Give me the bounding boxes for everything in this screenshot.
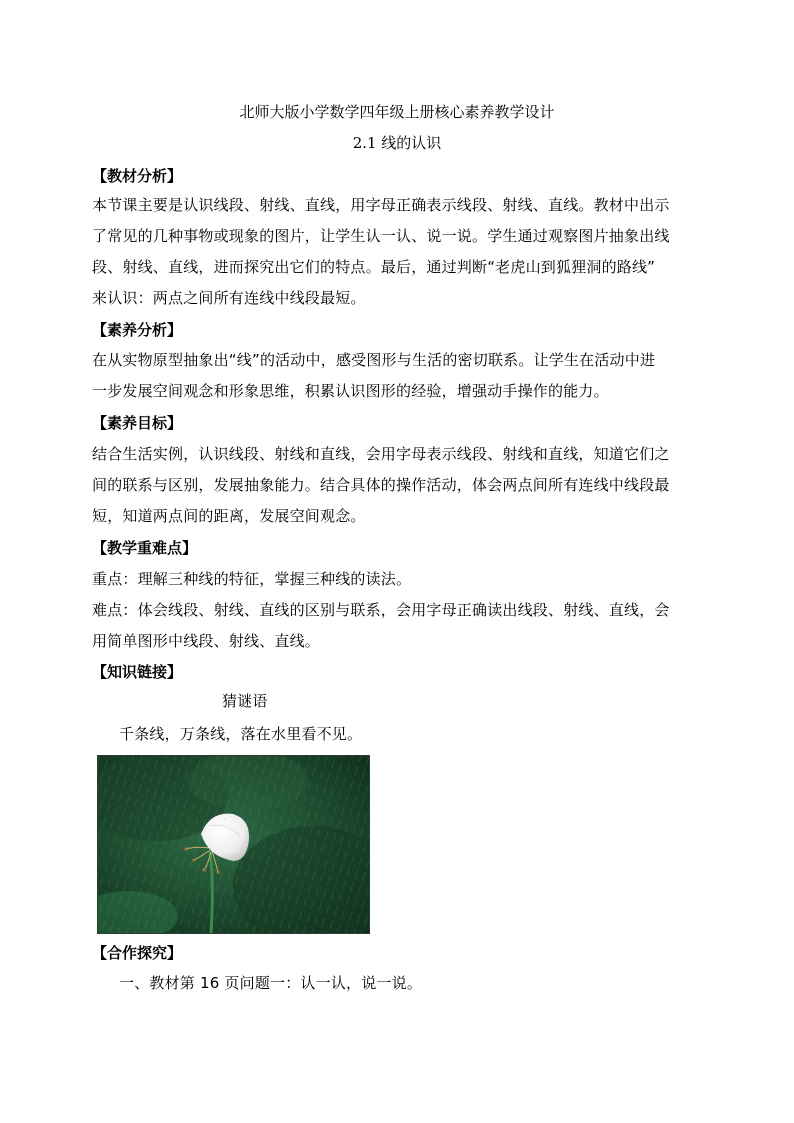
document-title: 北师大版小学数学四年级上册核心素养教学设计	[239, 103, 555, 121]
flower-in-rain-image	[98, 756, 369, 933]
paragraph-literacy-analysis	[92, 345, 707, 407]
riddle-text: 千条线，万条线，落在水里看不见。	[119, 725, 363, 743]
heading-key-points: 【教学重难点】	[92, 539, 198, 557]
paragraph-literacy-goals	[92, 439, 707, 532]
heading-knowledge-link: 【知识链接】	[92, 663, 183, 681]
text-line: 一步发展空间观念和形象思维，积累认识图形的经验，增强动手操作的能力。	[92, 382, 609, 400]
rain-flower-photo	[97, 755, 370, 934]
heading-cooperation: 【合作探究】	[92, 944, 183, 962]
text-line: 来认识：两点之间所有连线中线段最短。	[92, 289, 366, 307]
paragraph-key-points	[92, 564, 707, 657]
lesson-subtitle: 2.1 线的认识	[352, 134, 442, 152]
text-line: 间的联系与区别，发展抽象能力。结合具体的操作活动，体会两点间所有连线中线段最	[92, 476, 670, 494]
text-line: 重点：理解三种线的特征，掌握三种线的读法。	[92, 570, 412, 588]
text-line: 了常见的几种事物或现象的图片，让学生认一认、说一说。学生通过观察图片抽象出线	[92, 227, 670, 245]
text-line: 难点：体会线段、射线、直线的区别与联系，会用字母正确读出线段、射线、直线，会	[92, 601, 670, 619]
text-line: 结合生活实例，认识线段、射线和直线，会用字母表示线段、射线和直线，知道它们之	[92, 445, 670, 463]
text-line: 在从实物原型抽象出“线”的活动中，感受图形与生活的密切联系。让学生在活动中进	[92, 351, 656, 369]
cooperation-item-1: 一、教材第 16 页问题一：认一认，说一说。	[119, 974, 423, 992]
heading-literacy-goals: 【素养目标】	[92, 414, 183, 432]
riddle-title: 猜谜语	[222, 692, 268, 710]
heading-textbook-analysis: 【教材分析】	[92, 167, 183, 185]
text-line: 短，知道两点间的距离，发展空间观念。	[92, 507, 366, 525]
paragraph-textbook-analysis	[92, 190, 707, 314]
heading-literacy-analysis: 【素养分析】	[92, 321, 183, 339]
text-line: 段、射线、直线，进而探究出它们的特点。最后，通过判断“老虎山到狐狸洞的路线”	[92, 258, 656, 276]
text-line: 用简单图形中线段、射线、直线。	[92, 632, 321, 650]
text-line: 本节课主要是认识线段、射线、直线，用字母正确表示线段、射线、直线。教材中出示	[92, 196, 670, 214]
